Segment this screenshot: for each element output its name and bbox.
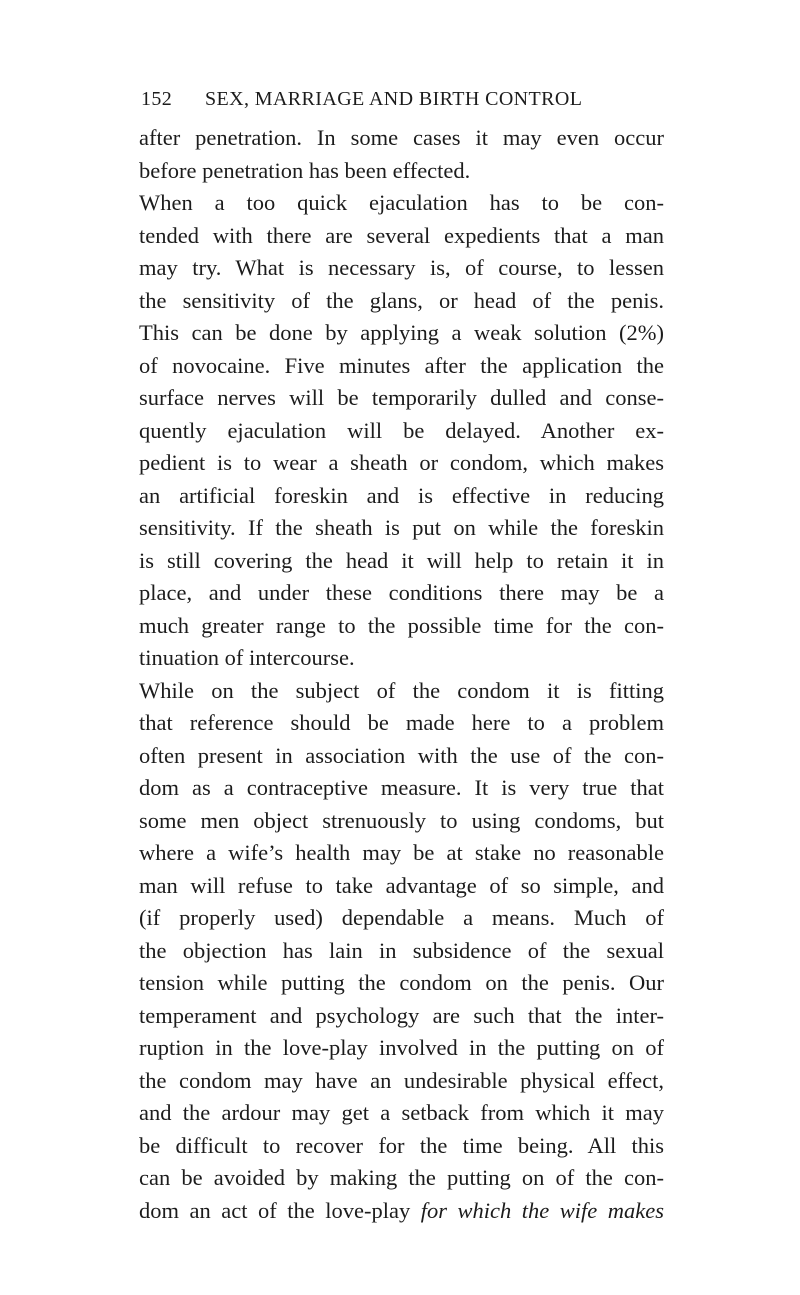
text-line: of novocaine. Five minutes after the application the: [139, 352, 664, 378]
text-line: man will refuse to take advantage of so simple, and: [139, 872, 664, 898]
text-line: an artificial foreskin and is effective in reducing: [139, 482, 664, 508]
text-line: often present in association with the use of the con-: [139, 742, 664, 768]
text-line: where a wife’s health may be at stake no reasonable: [139, 840, 664, 865]
page-header: [141, 88, 664, 111]
text-line: place, and under these conditions there may be a: [139, 580, 664, 605]
text-line: quently ejaculation will be delayed. Another ex-: [139, 417, 664, 443]
text-line: While on the subject of the condom it is fitting: [139, 677, 664, 703]
text-line: before penetration has been effected.: [139, 157, 471, 183]
text-line: (if properly used) dependable a means. Much of: [139, 905, 664, 930]
text-line: ruption in the love-play involved in the putting on of: [139, 1035, 664, 1060]
book-page: [139, 0, 664, 1295]
text-line: tended with there are several expedients that a man: [139, 222, 664, 248]
text-line: the sensitivity of the glans, or head of the penis.: [139, 287, 664, 313]
text-line: may try. What is necessary is, of course, to lessen: [139, 255, 664, 280]
page-number: 152: [141, 88, 173, 110]
text-line-final: [139, 1195, 664, 1228]
text-line: dom as a contraceptive measure. It is very true that: [139, 775, 664, 800]
text-line: temperament and psychology are such that the inter-: [139, 1002, 664, 1028]
text-line: much greater range to the possible time for the con-: [139, 612, 664, 638]
text-line: the objection has lain in subsidence of the sexual: [139, 937, 664, 963]
text-line: surface nerves will be temporarily dulled and conse-: [139, 385, 664, 410]
text-line: When a too quick ejaculation has to be con-: [139, 190, 664, 215]
text-line: tension while putting the condom on the penis. Our: [139, 970, 664, 995]
text-line: be difficult to recover for the time being. All this: [139, 1132, 664, 1158]
running-head: SEX, MARRIAGE AND BIRTH CONTROL: [205, 88, 583, 110]
text-line: sensitivity. If the sheath is put on while the foreskin: [139, 515, 664, 540]
text-line: and the ardour may get a setback from which it may: [139, 1100, 664, 1125]
text-line: is still covering the head it will help to retain it in: [139, 547, 664, 573]
text-line: that reference should be made here to a problem: [139, 710, 664, 735]
text-line: can be avoided by making the putting on of the con-: [139, 1165, 664, 1190]
final-line-roman: dom an act of the love-play: [139, 1197, 421, 1223]
text-line: some men object strenuously to using condoms, but: [139, 807, 664, 833]
text-line: This can be done by applying a weak solution (2%): [139, 320, 664, 345]
text-line: tinuation of intercourse.: [139, 645, 355, 670]
text-line: the condom may have an undesirable physical effect,: [139, 1067, 664, 1093]
text-line: pedient is to wear a sheath or condom, which makes: [139, 450, 664, 475]
text-line: after penetration. In some cases it may even occur: [139, 125, 664, 150]
body-text: [139, 122, 664, 1227]
final-line-italic: for which the wife makes: [420, 1197, 664, 1223]
